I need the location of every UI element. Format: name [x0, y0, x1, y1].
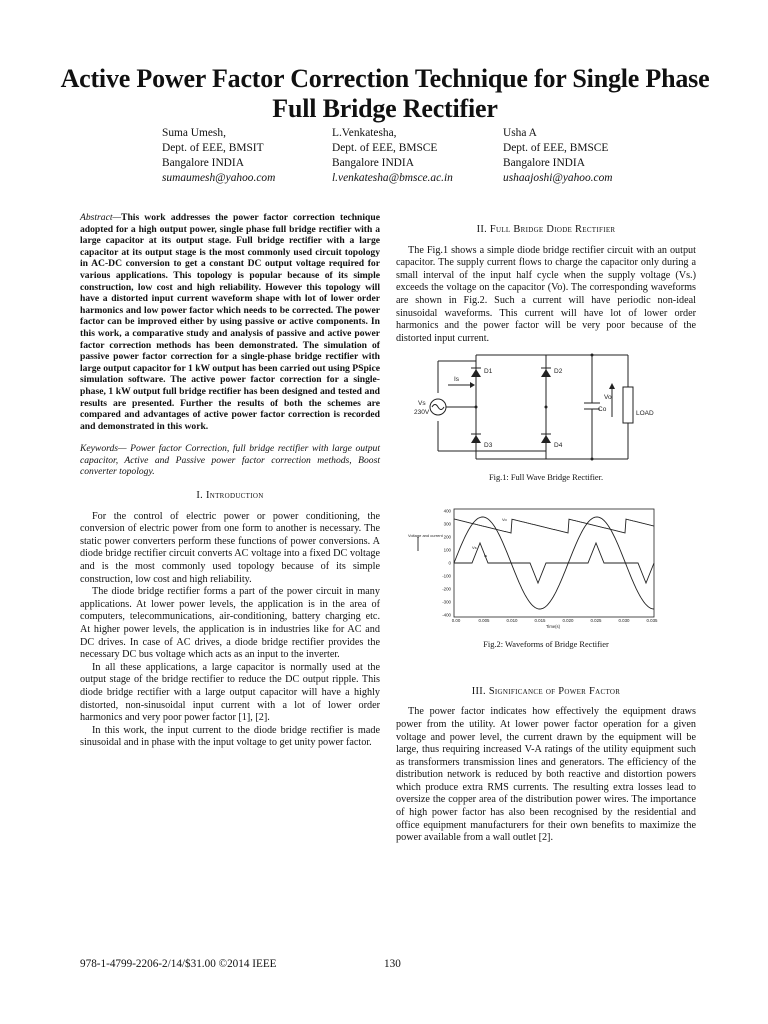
intro-paragraph-4: In this work, the input current to the diode bridge rectifier is made sinusoidal and in phase with the input voltage to get unity power factor.: [80, 724, 380, 749]
x-tick-label: 0.010: [506, 617, 518, 623]
y-tick-label: -300: [442, 599, 451, 605]
power-factor-paragraph: The power factor indicates how effectively the equipment draws power from the utility. At lower power factor operation for a given voltage and power level, the current drawn by the equipment will be large, thus requiring increased V-A ratings of the utility equipment such as transformers transmission lines and generators. The efficiency of the distribution network is reduced by both reactive and distortion powers which produce extra RMS currents. The resulting extra losses lead to oversize the copper area of the distribution power wires. The importance of high power factor has also been recognised by the residential and office equipment manufacturers for their own benefits to maximize the power available from a wall outlet [2].: [396, 706, 696, 844]
y-tick-label: -200: [442, 586, 451, 592]
label-d4: D4: [554, 442, 563, 450]
keywords: Keywords— Power factor Correction, full bridge rectifier with large output capacitor, Active and Passive power factor correction methods, Boost converter topology.: [80, 443, 380, 478]
author-3: [503, 126, 613, 186]
author-location: Bangalore INDIA: [332, 157, 414, 169]
label-vs: Vs: [418, 400, 426, 408]
x-tick-label: 0.00: [451, 617, 461, 623]
author-name: L.Venkatesha,: [332, 127, 397, 139]
trace-label-is: Is: [484, 552, 488, 558]
author-dept: Dept. of EEE, BMSCE: [332, 142, 438, 154]
y-axis-label: Voltage and current: [408, 532, 443, 538]
figure-1: [396, 351, 696, 484]
figure-1-caption: Fig.1: Full Wave Bridge Rectifier.: [488, 472, 604, 482]
is-waveform: [454, 543, 654, 583]
figure-2-caption: Fig.2: Waveforms of Bridge Rectifier: [483, 640, 609, 650]
footer-isbn: 978-1-4799-2206-2/14/$31.00 ©2014 IEEE: [80, 958, 277, 970]
intro-paragraph-3: In all these applications, a large capacitor is normally used at the output stage of the bridge rectifier to reduce the DC output ripple. This diode bridge rectifier with a large output capacitor will have a highly distorted, non-sinusoidal input current with a lot of lower order harmonics and very poor power factor [1], [2].: [80, 661, 380, 724]
paper-title: Active Power Factor Correction Technique for Single Phase Full Bridge Rectifier: [60, 64, 710, 123]
x-tick-label: 0.005: [478, 617, 490, 623]
label-d3: D3: [484, 442, 493, 450]
author-name: Suma Umesh,: [162, 127, 226, 139]
label-d2: D2: [554, 368, 563, 376]
figure-2: [396, 507, 696, 652]
bridge-rectifier-circuit: [396, 351, 696, 463]
x-tick-label: 0.030: [618, 617, 630, 623]
y-tick-label: 300: [443, 521, 451, 527]
page-number: 130: [384, 958, 401, 970]
author-email[interactable]: l.venkatesha@bmsce.ac.in: [332, 172, 453, 184]
intro-paragraph-1: For the control of electric power or power conditioning, the conversion of electric power from one form to another is necessary. The static power converters perform these functions of power conversions. A diode bridge rectifier circuit converts AC voltage into a fixed DC voltage and is the most commonly used topology because of its simple construction, low cost and high reliability.: [80, 510, 380, 585]
y-tick-label: -100: [442, 573, 451, 579]
abstract: [80, 212, 380, 432]
author-email[interactable]: sumaumesh@yahoo.com: [162, 172, 276, 184]
y-tick-label: 200: [443, 534, 451, 540]
left-column: [80, 212, 380, 750]
author-name: Usha A: [503, 127, 537, 139]
x-axis-unit: Time(s): [546, 623, 561, 629]
label-load: LOAD: [636, 410, 654, 418]
author-location: Bangalore INDIA: [503, 157, 585, 169]
author-email[interactable]: ushaajoshi@yahoo.com: [503, 172, 613, 184]
author-1: [162, 126, 275, 186]
abstract-lead: Abstract—: [80, 212, 122, 223]
bridge-rectifier-paragraph: The Fig.1 shows a simple diode bridge rectifier circuit with an output capacitor. The supply current flows to charge the capacitor only during a small interval of the input half cycle when the supply voltage (Vs.) exceeds the voltage on the capacitor (Vo). The corresponding waveforms are shown in Fig.2. Such a current will have periodic non-ideal sinusoidal waveforms. This current will have lot of lower order harmonics and the power factor will be very poor because of the distorted input current.: [396, 244, 696, 344]
y-tick-label: 0: [448, 560, 451, 566]
label-is: Is: [454, 376, 460, 384]
right-column: [396, 224, 696, 845]
x-tick-label: 0.015: [534, 617, 546, 623]
x-tick-label: 0.035: [646, 617, 658, 623]
section-heading-bridge-rectifier: II. Full Bridge Diode Rectifier: [476, 224, 616, 235]
y-tick-label: -400: [442, 612, 451, 618]
rectifier-waveforms-plot: [396, 507, 696, 631]
author-dept: Dept. of EEE, BMSIT: [162, 142, 264, 154]
author-2: [332, 126, 453, 186]
y-tick-label: 400: [443, 508, 451, 514]
y-tick-label: 100: [443, 547, 451, 553]
label-voltage: 230V: [414, 409, 430, 417]
trace-label-vs: Vs: [472, 544, 477, 550]
intro-paragraph-2: The diode bridge rectifier forms a part of the power circuit in many applications. At lower power levels, the application is in the area of computers, telecommunications, air-conditioning, battery charging etc. At higher power levels, the application is in industries like for AC and DC drives. In case of AC drives, a diode bridge rectifier provides the necessary DC bus voltage which acts as an input to the inverter.: [80, 586, 380, 661]
label-d1: D1: [484, 368, 493, 376]
vo-waveform: [454, 516, 654, 533]
section-heading-power-factor: III. Significance of Power Factor: [471, 685, 621, 697]
x-tick-label: 0.025: [590, 617, 602, 623]
label-co: Co: [598, 406, 607, 414]
author-dept: Dept. of EEE, BMSCE: [503, 142, 609, 154]
label-vo: Vo: [604, 394, 612, 402]
x-tick-label: 0.020: [562, 617, 574, 623]
trace-label-vo: Vo: [502, 516, 507, 522]
section-heading-introduction: I. Introduction: [196, 490, 264, 502]
abstract-text: This work addresses the power factor correction technique adopted for a high output power, single phase full bridge rectifier with a large capacitor at its output stage. Full bridge rectifier with a large capacitor at its output stage is the most commonly used circuit topology in AC-DC conversion to get a constant DC output voltage required for various applications. This topology is popular because of its simple construction, low cost and high reliability. However this topology will have a distorted input current waveform shape with lot of lower order harmonics and low power factor which needs to be corrected. The power factor can be improved either by using passive or active components. In this work, a comparative study and analysis of passive and active power factor correction methods has been demonstrated. The simulation of passive power factor correction for a single-phase bridge rectifier with large output capacitor for 1 kW output has been carried out using PSpice simulation software. The active power factor correction for a single-phase, 1 kW output full bridge rectifier has been designed and tested and results are presented. Further the results of both the schemes are compared and advantages of active power factor correction is recorded and demonstrated in this work.: [80, 212, 380, 432]
author-location: Bangalore INDIA: [162, 157, 244, 169]
